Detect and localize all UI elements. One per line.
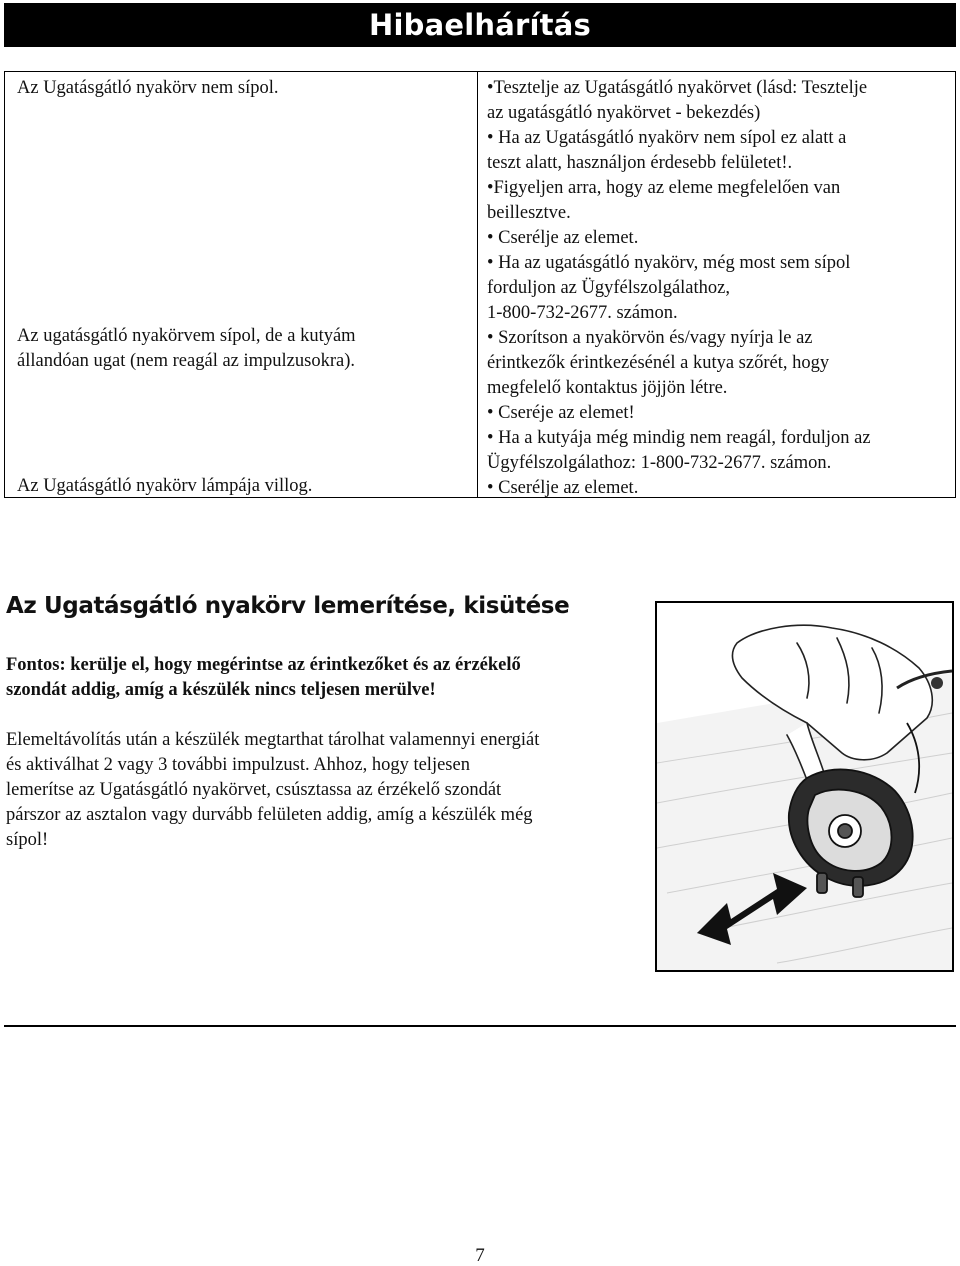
problem-lamp-blinks: Az Ugatásgátló nyakörv lámpája villog. [17, 476, 313, 496]
illustration-svg [657, 603, 952, 970]
solution-line: • Ha az ugatásgátló nyakörv, még most sem sípol [487, 253, 851, 273]
solution-line: • Cserélje az elemet. [487, 228, 639, 248]
body-line: lemerítse az Ugatásgátló nyakörvet, csúsztassa az érzékelő szondát [6, 780, 502, 800]
solution-line: érintkezők érintkezésénél a kutya szőrét, hogy [487, 353, 830, 373]
solution-line: 1-800-732-2677. számon. [487, 303, 678, 323]
solution-line: • Ha az Ugatásgátló nyakörv nem sípol ez alatt a [487, 128, 847, 148]
problem-no-beep: Az Ugatásgátló nyakörv nem sípol. [17, 78, 279, 98]
footer-rule [4, 1025, 956, 1027]
solution-line: •Tesztelje az Ugatásgátló nyakörvet (lásd: Tesztelje [487, 78, 868, 98]
solution-line: • Szorítson a nyakörvön és/vagy nyírja le az [487, 328, 813, 348]
solution-line: •Figyeljen arra, hogy az eleme megfelelően van [487, 178, 841, 198]
body-line: Elemeltávolítás után a készülék megtarthat tárolhat valamennyi energiát [6, 730, 540, 750]
warning-line: szondát addig, amíg a készülék nincs teljesen merülve! [6, 680, 436, 700]
solution-line: megfelelő kontaktus jöjjön létre. [487, 378, 728, 398]
page-title: Hibaelhárítás [369, 8, 591, 42]
warning-line: Fontos: kerülje el, hogy megérintse az érintkezőket és az érzékelő [6, 655, 521, 675]
page-number: 7 [475, 1245, 485, 1266]
solution-line: • Cserélje az elemet. [487, 478, 639, 498]
solution-line: forduljon az Ügyfélszolgálathoz, [487, 278, 730, 298]
solution-line: Ügyfélszolgálathoz: 1-800-732-2677. számon. [487, 453, 832, 473]
solution-line: • Cseréje az elemet! [487, 403, 635, 423]
problem-dog-still-barks-line2: állandóan ugat (nem reagál az impulzusokra). [17, 351, 355, 371]
body-line: párszor az asztalon vagy durvább felületen addig, amíg a készülék még [6, 805, 533, 825]
page-header [4, 3, 956, 47]
solution-line: az ugatásgátló nyakörvet - bekezdés) [487, 103, 761, 123]
body-line: és aktiválhat 2 vagy 3 további impulzust. Ahhoz, hogy teljesen [6, 755, 470, 775]
problem-dog-still-barks-line1: Az ugatásgátló nyakörvem sípol, de a kutyám [17, 326, 356, 346]
solution-line: • Ha a kutyája még mindig nem reagál, forduljon az [487, 428, 871, 448]
body-line: sípol! [6, 830, 49, 850]
solution-line: teszt alatt, használjon érdesebb felületet!. [487, 153, 793, 173]
discharge-section-title: Az Ugatásgátló nyakörv lemerítése, kisütése [6, 593, 570, 619]
solution-line: beillesztve. [487, 203, 571, 223]
troubleshooting-table [4, 71, 956, 498]
table-column-divider [477, 72, 478, 497]
hand-sliding-collar-on-table-illustration [655, 601, 954, 972]
